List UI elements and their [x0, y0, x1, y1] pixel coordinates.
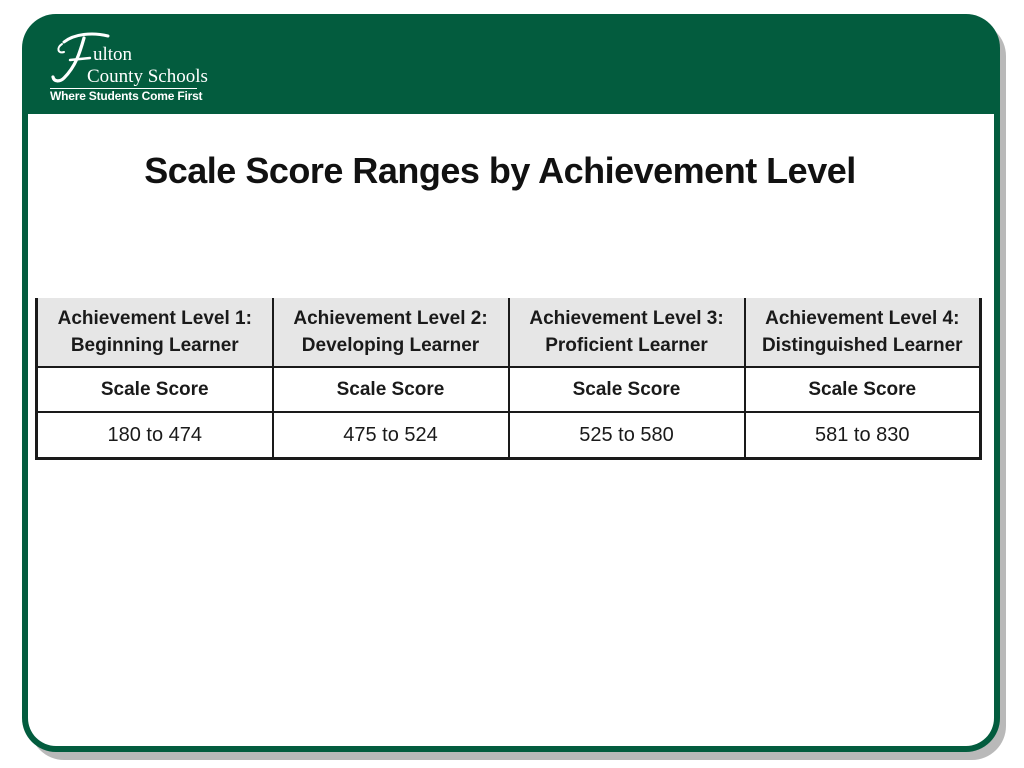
level-3-header [509, 298, 745, 367]
level-subheading: Distinguished Learner [761, 335, 963, 356]
logo-tagline: Where Students Come First [50, 89, 203, 103]
scale-score-label: Scale Score [745, 367, 981, 412]
logo-text-line1: ulton [93, 44, 133, 65]
scale-score-range: 581 to 830 [745, 412, 981, 459]
level-heading: Achievement Level 2: [293, 308, 488, 329]
level-heading: Achievement Level 1: [57, 308, 252, 329]
scale-score-range: 475 to 524 [273, 412, 509, 459]
scale-score-label: Scale Score [509, 367, 745, 412]
slide-title: Scale Score Ranges by Achievement Level [144, 150, 856, 191]
fulton-county-logo [50, 32, 210, 104]
level-heading: Achievement Level 3: [529, 308, 724, 329]
scale-score-label: Scale Score [273, 367, 509, 412]
table-row [37, 412, 981, 459]
level-subheading: Beginning Learner [70, 335, 239, 356]
level-subheading: Proficient Learner [545, 335, 708, 356]
score-range-table [35, 298, 982, 460]
table-row [37, 367, 981, 412]
level-1-header [37, 298, 273, 367]
logo-text-line2: County Schools [87, 66, 208, 87]
scale-score-label: Scale Score [37, 367, 273, 412]
table-header-row [37, 298, 981, 367]
level-2-header [273, 298, 509, 367]
level-4-header [745, 298, 981, 367]
level-heading: Achievement Level 4: [765, 308, 960, 329]
level-subheading: Developing Learner [301, 335, 480, 356]
scale-score-range: 180 to 474 [37, 412, 273, 459]
scale-score-range: 525 to 580 [509, 412, 745, 459]
